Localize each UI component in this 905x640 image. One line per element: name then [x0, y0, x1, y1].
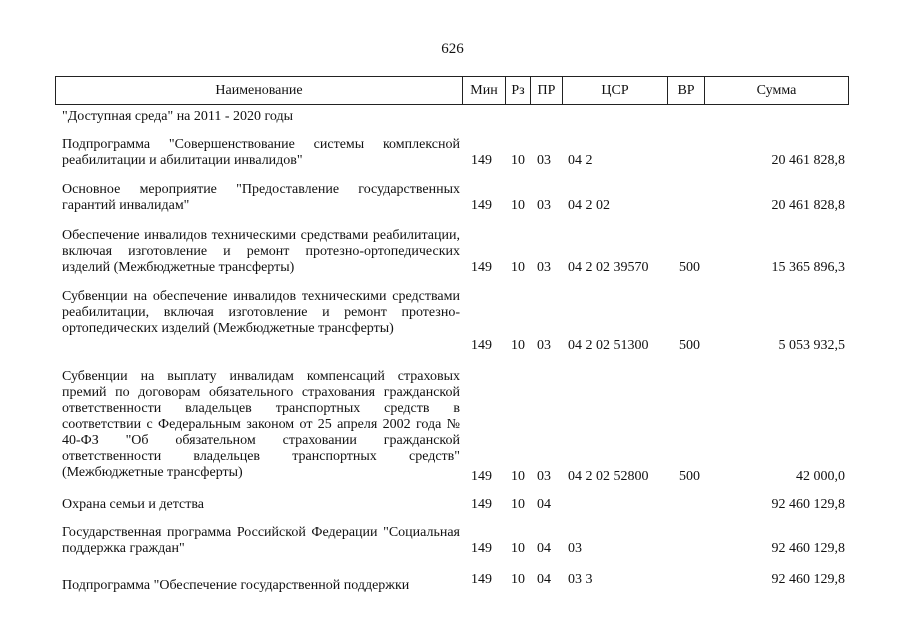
- row-min: 149: [471, 153, 492, 168]
- row-csr: 03: [568, 541, 582, 556]
- row-pr: 03: [537, 153, 551, 168]
- row-csr: 04 2 02 39570: [568, 260, 649, 275]
- row-sum: 92 460 129,8: [771, 572, 845, 587]
- row-vr: 500: [679, 260, 700, 275]
- header-rz: Рз: [511, 83, 525, 98]
- row-name: Обеспечение инвалидов техническими средствами реабилитации, включая изготовление и ремонт протезно-ортопедических изделий (Межбюджетные трансферты): [62, 228, 460, 275]
- row-rz: 10: [511, 572, 525, 587]
- row-rz: 10: [511, 338, 525, 353]
- row-rz: 10: [511, 153, 525, 168]
- row-pr: 03: [537, 338, 551, 353]
- row-name: Государственная программа Российской Федерации "Социальная поддержка граждан": [62, 525, 460, 556]
- row-min: 149: [471, 198, 492, 213]
- row-csr: 04 2: [568, 153, 593, 168]
- header-pr: ПР: [537, 83, 556, 98]
- header-min: Мин: [470, 83, 498, 98]
- row-csr: 03 3: [568, 572, 593, 587]
- row-sum: 92 460 129,8: [771, 541, 845, 556]
- row-name: Субвенции на обеспечение инвалидов техническими средствами реабилитации, включая изготовление и ремонт протезно-ортопедических изделий (Межбюджетные трансферты): [62, 289, 460, 336]
- row-pr: 04: [537, 541, 551, 556]
- row-rz: 10: [511, 260, 525, 275]
- row-sum: 92 460 129,8: [771, 497, 845, 512]
- row-name: Подпрограмма "Совершенствование системы комплексной реабилитации и абилитации инвалидов": [62, 137, 460, 168]
- row-min: 149: [471, 572, 492, 587]
- row-name: Охрана семьи и детства: [62, 497, 204, 512]
- row-sum: 5 053 932,5: [778, 338, 845, 353]
- row-rz: 10: [511, 541, 525, 556]
- row-min: 149: [471, 497, 492, 512]
- row-min: 149: [471, 541, 492, 556]
- row-pr: 04: [537, 497, 551, 512]
- row-sum: 42 000,0: [796, 469, 845, 484]
- row-name: Субвенции на выплату инвалидам компенсаций страховых премий по договорам обязательного страхования гражданской ответственности владельцев транспортных средств в соответствии с Федеральным законом от 25 апреля 2002 года № 40-ФЗ "Об обязательном страховании гражданской ответственности владельцев транспортных средств" (Межбюджетные трансферты): [62, 369, 460, 480]
- row-rz: 10: [511, 198, 525, 213]
- header-vr: ВР: [677, 83, 695, 98]
- row-pr: 03: [537, 198, 551, 213]
- row-sum: 20 461 828,8: [771, 153, 845, 168]
- row-csr: 04 2 02: [568, 198, 610, 213]
- page-number: 626: [441, 41, 464, 57]
- row-csr: 04 2 02 51300: [568, 338, 649, 353]
- row-name: Основное мероприятие "Предоставление государственных гарантий инвалидам": [62, 182, 460, 213]
- row-pr: 03: [537, 260, 551, 275]
- row-min: 149: [471, 260, 492, 275]
- row-rz: 10: [511, 497, 525, 512]
- row-rz: 10: [511, 469, 525, 484]
- row-sum: 20 461 828,8: [771, 198, 845, 213]
- row-vr: 500: [679, 469, 700, 484]
- continuation-label: "Доступная среда" на 2011 - 2020 годы: [62, 109, 294, 124]
- row-min: 149: [471, 469, 492, 484]
- table-header: [55, 76, 849, 105]
- row-pr: 03: [537, 469, 551, 484]
- row-vr: 500: [679, 338, 700, 353]
- row-pr: 04: [537, 572, 551, 587]
- header-csr: ЦСР: [601, 83, 629, 98]
- row-sum: 15 365 896,3: [771, 260, 845, 275]
- row-csr: 04 2 02 52800: [568, 469, 649, 484]
- header-name: Наименование: [215, 83, 303, 98]
- header-sum: Сумма: [756, 83, 797, 98]
- row-name: Подпрограмма "Обеспечение государственной поддержки: [62, 578, 410, 593]
- row-min: 149: [471, 338, 492, 353]
